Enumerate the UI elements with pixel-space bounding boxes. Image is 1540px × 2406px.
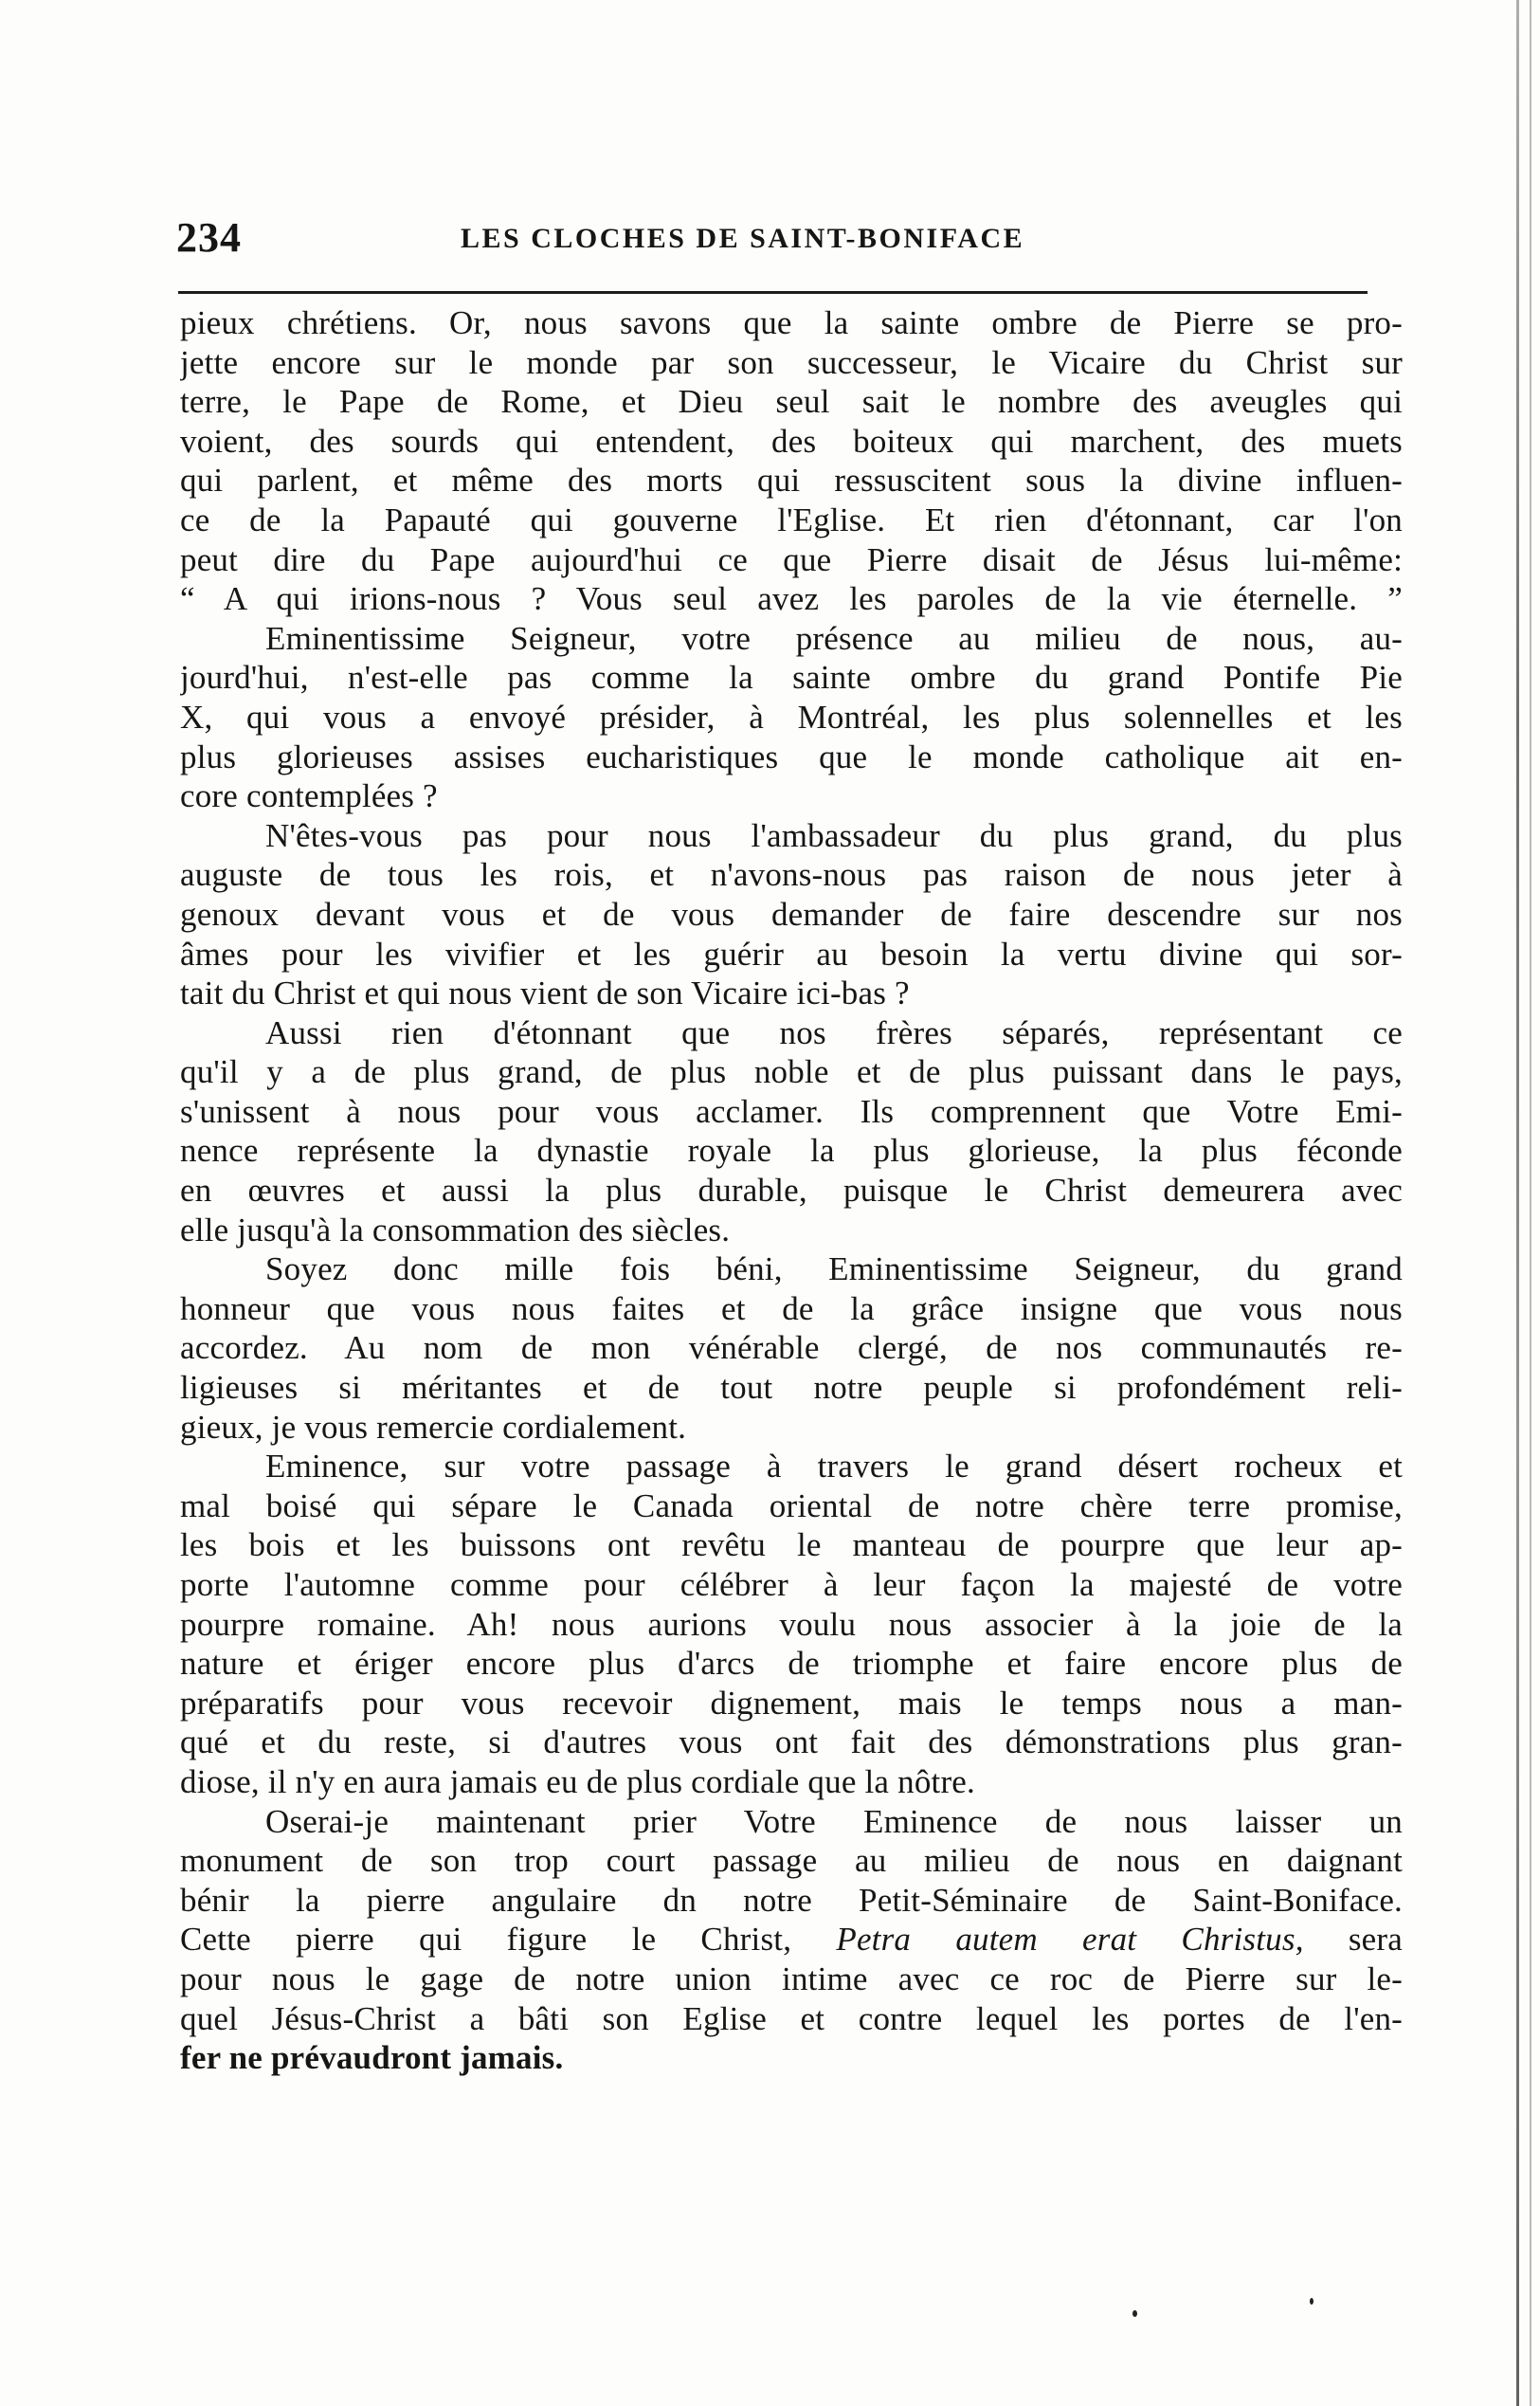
running-title: LES CLOCHES DE SAINT-BONIFACE — [461, 223, 1025, 254]
text-line: X, qui vous a envoyé présider, à Montréal, les plus solennelles et les — [180, 698, 1403, 736]
text-line: Soyez donc mille fois béni, Eminentissime Seigneur, du grand — [265, 1250, 1403, 1288]
text-line: mal boisé qui sépare le Canada oriental de notre chère terre promise, — [180, 1486, 1403, 1524]
latin-quotation: Petra autem erat Christus, — [836, 1921, 1304, 1959]
text-line: monument de son trop court passage au milieu de nous en daignant — [180, 1842, 1403, 1880]
text-line: Aussi rien d'étonnant que nos frères séparés, représentant ce — [265, 1013, 1403, 1051]
text-line: jette encore sur le monde par son successeur, le Vicaire du Christ sur — [180, 343, 1403, 381]
text-line: nence représente la dynastie royale la plus glorieuse, la plus féconde — [180, 1132, 1403, 1170]
text-line: qué et du reste, si d'autres vous ont fait des démonstrations plus gran- — [180, 1723, 1403, 1761]
text-line: auguste de tous les rois, et n'avons-nous pas raison de nous jeter à — [180, 856, 1403, 894]
page-header — [176, 216, 1370, 260]
text-line: ligieuses si méritantes et de tout notre peuple si profondément reli- — [180, 1369, 1403, 1407]
text-line: fer ne prévaudront jamais. — [180, 2039, 564, 2077]
scan-edge-shadow — [1516, 0, 1519, 2406]
ink-speck — [1132, 2310, 1137, 2317]
text-line: honneur que vous nous faites et de la grâce insigne que vous nous — [180, 1289, 1403, 1327]
text-line: gieux, je vous remercie cordialement. — [180, 1408, 687, 1446]
text-segment: sera — [1303, 1921, 1403, 1959]
text-line: qu'il y a de plus grand, de plus noble et de plus puissant dans le pays, — [180, 1053, 1403, 1091]
text-segment: Cette pierre qui figure le Christ, — [180, 1921, 837, 1959]
text-line: quel Jésus-Christ a bâti son Eglise et contre lequel les portes de l'en- — [180, 1999, 1403, 2037]
text-line: pieux chrétiens. Or, nous savons que la sainte ombre de Pierre se pro- — [180, 304, 1403, 341]
text-line: bénir la pierre angulaire dn notre Petit-Séminaire de Saint-Boniface. — [180, 1881, 1403, 1919]
text-line: Eminentissime Seigneur, votre présence au milieu de nous, au- — [265, 619, 1403, 657]
header-rule — [178, 291, 1368, 294]
text-line: jourd'hui, n'est-elle pas comme la sainte ombre du grand Pontife Pie — [180, 659, 1403, 697]
text-line: les bois et les buissons ont revêtu le manteau de pourpre que leur ap- — [180, 1526, 1403, 1564]
text-line: N'êtes-vous pas pour nous l'ambassadeur du plus grand, du plus — [265, 816, 1403, 854]
text-line: plus glorieuses assises eucharistiques que le monde catholique ait en- — [180, 738, 1403, 775]
text-line: pour nous le gage de notre union intime avec ce roc de Pierre sur le- — [180, 1959, 1403, 1997]
text-line: genoux devant vous et de vous demander de faire descendre sur nos — [180, 895, 1403, 933]
body-text — [180, 303, 1403, 2078]
text-line: ce de la Papauté qui gouverne l'Eglise. Et rien d'étonnant, car l'on — [180, 501, 1403, 538]
text-line: préparatifs pour vous recevoir dignement, mais le temps nous a man- — [180, 1684, 1403, 1722]
page-number: 234 — [176, 214, 242, 261]
text-line: porte l'automne comme pour célébrer à leur façon la majesté de votre — [180, 1566, 1403, 1603]
ink-speck — [1310, 2298, 1314, 2305]
text-line: core contemplées ? — [180, 777, 438, 815]
text-line: accordez. Au nom de mon vénérable clergé, de nos communautés re- — [180, 1329, 1403, 1367]
text-line: Eminence, sur votre passage à travers le grand désert rocheux et — [265, 1448, 1403, 1486]
text-line-with-latin — [180, 1920, 1403, 1959]
text-line: tait du Christ et qui nous vient de son Vicaire ici-bas ? — [180, 975, 910, 1012]
text-line: pourpre romaine. Ah! nous aurions voulu nous associer à la joie de la — [180, 1605, 1403, 1643]
text-line: elle jusqu'à la consommation des siècles. — [180, 1211, 731, 1249]
text-line: peut dire du Pape aujourd'hui ce que Pierre disait de Jésus lui-même: — [180, 540, 1403, 578]
text-line: voient, des sourds qui entendent, des boiteux qui marchent, des muets — [180, 422, 1403, 460]
text-line: s'unissent à nous pour vous acclamer. Ils comprennent que Votre Emi- — [180, 1092, 1403, 1130]
text-line: Oserai-je maintenant prier Votre Eminence de nous laisser un — [265, 1802, 1403, 1840]
text-line: qui parlent, et même des morts qui ressuscitent sous la divine influen- — [180, 462, 1403, 500]
text-line: terre, le Pape de Rome, et Dieu seul sait le nombre des aveugles qui — [180, 383, 1403, 421]
scan-edge-shadow-outer — [1530, 0, 1531, 2406]
text-line: âmes pour les vivifier et les guérir au besoin la vertu divine qui sor- — [180, 935, 1403, 973]
text-line: nature et ériger encore plus d'arcs de triomphe et faire encore plus de — [180, 1645, 1403, 1683]
text-line: “ A qui irions-nous ? Vous seul avez les paroles de la vie éternelle. ” — [180, 580, 1403, 618]
text-line: diose, il n'y en aura jamais eu de plus cordiale que la nôtre. — [180, 1762, 975, 1800]
text-line: en œuvres et aussi la plus durable, puisque le Christ demeurera avec — [180, 1172, 1403, 1210]
